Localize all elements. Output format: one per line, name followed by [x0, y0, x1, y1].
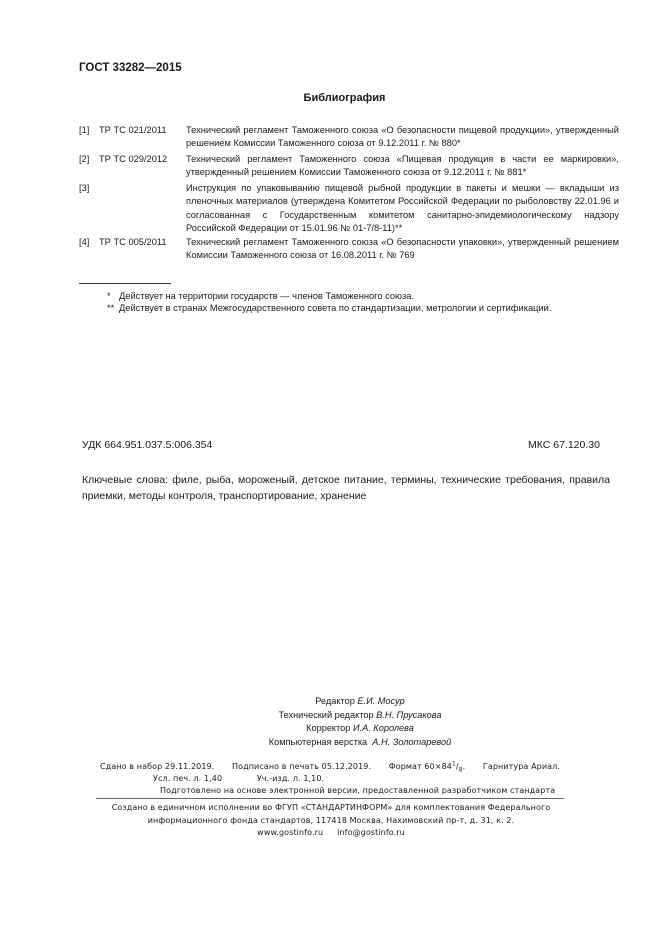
publisher-contacts	[96, 827, 566, 840]
reference-text: Технический регламент Таможенного союза «Пищевая продукция в части ее маркировки», утвержденный решением Комиссии Таможенного союза от 9.12.2011 г. № 881*	[186, 154, 619, 178]
font-name: Гарнитура Ариал.	[482, 762, 560, 771]
publisher-line: информационного фонда стандартов, 117418 Москва, Нахимовский пр-т, д. 31, к. 2.	[147, 815, 515, 825]
footnote-divider	[79, 283, 171, 284]
reference-number: [3]	[79, 183, 90, 193]
reference-text: Технический регламент Таможенного союза «О безопасности пищевой продукции», утвержденный решением Комиссии Таможенного союза от 9.12.2011 г. № 880*	[186, 125, 619, 149]
credit-role: Технический редактор	[278, 709, 374, 720]
reference-number: [1]	[79, 125, 90, 135]
reference-code: ТР ТС 029/2012	[99, 154, 168, 164]
mks-code: МКС 67.120.30	[528, 439, 600, 451]
footnote-mark: *	[107, 291, 111, 301]
reference-item	[79, 153, 619, 180]
reference-text: Технический регламент Таможенного союза «О безопасности упаковки», утвержденный решением Комиссии Таможенного союза от 16.08.2011 г. № 769	[186, 237, 619, 261]
editorial-credits	[200, 695, 520, 749]
keywords: Ключевые слова: филе, рыба, мороженый, детское питание, термины, технические требования, правила приемки, методы контроля, транспортирование, хранение	[82, 474, 610, 502]
reference-item	[79, 236, 619, 263]
print-imprint	[100, 761, 560, 798]
publisher-line: Создано в единичном исполнении во ФГУП «СТАНДАРТИНФОРМ» для комплектования Федерального	[111, 803, 551, 812]
print-sheets: Усл. печ. л. 1,40	[153, 774, 223, 784]
format-sup: 1	[451, 760, 456, 768]
footnote-mark: **	[107, 303, 115, 313]
footnote-text: Действует в странах Межгосударственного совета по стандартизации, метрологии и сертификации.	[119, 303, 552, 313]
format-label: Формат 60×84	[388, 762, 452, 771]
publisher-info	[96, 802, 566, 840]
reference-item	[79, 124, 619, 151]
udk-code: УДК 664.951.037.5:006.354	[82, 439, 213, 451]
credit-name: А.Н. Золотаревой	[372, 736, 452, 747]
reference-number: [4]	[79, 237, 90, 247]
publisher-email[interactable]: info@gostinfo.ru	[337, 828, 405, 838]
publisher-website[interactable]: www.gostinfo.ru	[257, 828, 324, 838]
credit-line	[200, 709, 520, 723]
signed-date: Подписано в печать 05.12.2019.	[231, 762, 372, 771]
reference-code: ТР ТС 021/2011	[99, 125, 167, 135]
reference-item	[79, 182, 619, 236]
prepared-note: Подготовлено на основе электронной версии, предоставленной разработчиком стандарта	[160, 786, 556, 796]
credit-name: Е.И. Мосур	[357, 696, 405, 706]
credit-line	[200, 722, 520, 736]
bottom-divider	[96, 798, 564, 799]
publisher-sheets: Уч.-изд. л. 1,10.	[256, 774, 325, 784]
standard-code: ГОСТ 33282—2015	[79, 62, 182, 74]
reference-number: [2]	[79, 154, 90, 164]
footnote-text: Действует на территории государств — членов Таможенного союза.	[119, 291, 415, 301]
credit-role: Редактор	[315, 696, 355, 706]
credit-role: Корректор	[306, 723, 351, 733]
reference-code: ТР ТС 005/2011	[99, 237, 167, 247]
credit-name: В.Н. Прусакова	[376, 709, 442, 720]
credit-line	[200, 695, 520, 709]
reference-text: Инструкция по упаковыванию пищевой рыбной продукции в пакеты и мешки — вкладыши из пленочных материалов (утверждена Комитетом Российской Федерации по рыболовству 22.01.96 и согласованная с Государственным комитетом санитарно-эпидемиологическому надзору Российской Федерации от 15.01.96 № 01-7/8-11)**	[186, 183, 619, 234]
credit-role: Компьютерная верстка	[268, 736, 368, 747]
bibliography-title: Библиография	[303, 92, 386, 104]
format-sub: 8	[458, 766, 463, 774]
paper-format: Формат $60\times 84^1/_8$.	[388, 760, 466, 774]
credit-name: И.А. Королева	[352, 723, 414, 733]
submitted-date: Сдано в набор 29.11.2019.	[100, 762, 215, 771]
credit-line	[200, 736, 520, 750]
